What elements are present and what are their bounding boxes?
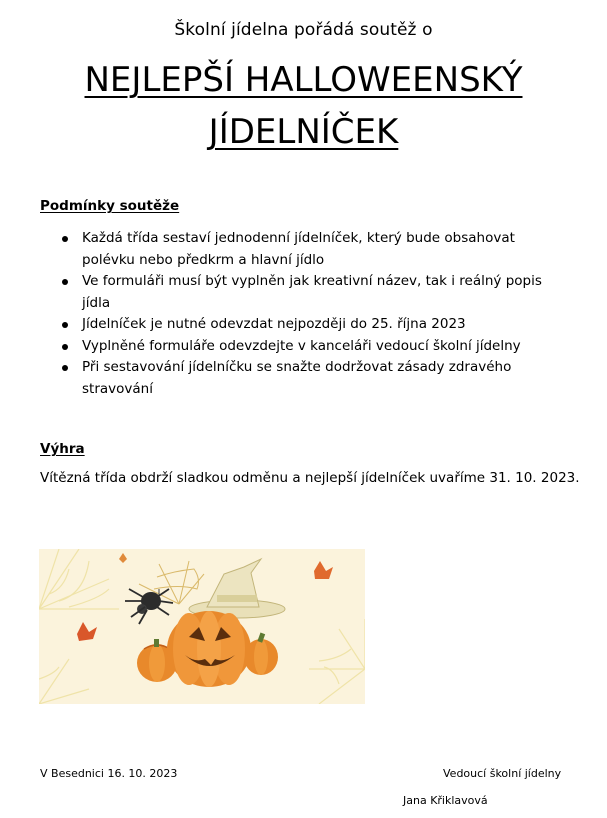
title-line-1: NEJLEPŠÍ HALLOWEENSKÝ [84, 60, 523, 100]
halloween-pumpkin-illustration [39, 549, 365, 704]
main-title [0, 54, 607, 158]
jack-o-lantern-icon [167, 611, 251, 687]
prize-text: Vítězná třída obdrží sladkou odměnu a nejlepší jídelníček uvaříme 31. 10. 2023. [40, 470, 580, 486]
list-item: Při sestavování jídelníčku se snažte dodržovat zásady zdravého stravování [60, 357, 560, 400]
list-item: Každá třída sestaví jednodenní jídelníček, který bude obsahovat polévku nebo předkrm a hlavní jídlo [60, 228, 560, 271]
conditions-list [60, 228, 560, 400]
signature-name: Jana Křiklavová [403, 794, 488, 807]
signature-role: Vedoucí školní jídelny [443, 767, 562, 780]
list-item: Ve formuláři musí být vyplněn jak kreativní název, tak i reálný popis jídla [60, 271, 560, 314]
conditions-heading: Podmínky soutěže [40, 198, 180, 214]
place-date: V Besednici 16. 10. 2023 [40, 767, 178, 780]
title-line-2: JÍDELNÍČEK [208, 112, 399, 152]
prize-heading: Výhra [40, 441, 85, 457]
list-item: Jídelníček je nutné odevzdat nejpozději do 25. října 2023 [60, 314, 560, 336]
intro-line: Školní jídelna pořádá soutěž o [174, 20, 433, 40]
list-item: Vyplněné formuláře odevzdejte v kanceláři vedoucí školní jídelny [60, 336, 560, 358]
